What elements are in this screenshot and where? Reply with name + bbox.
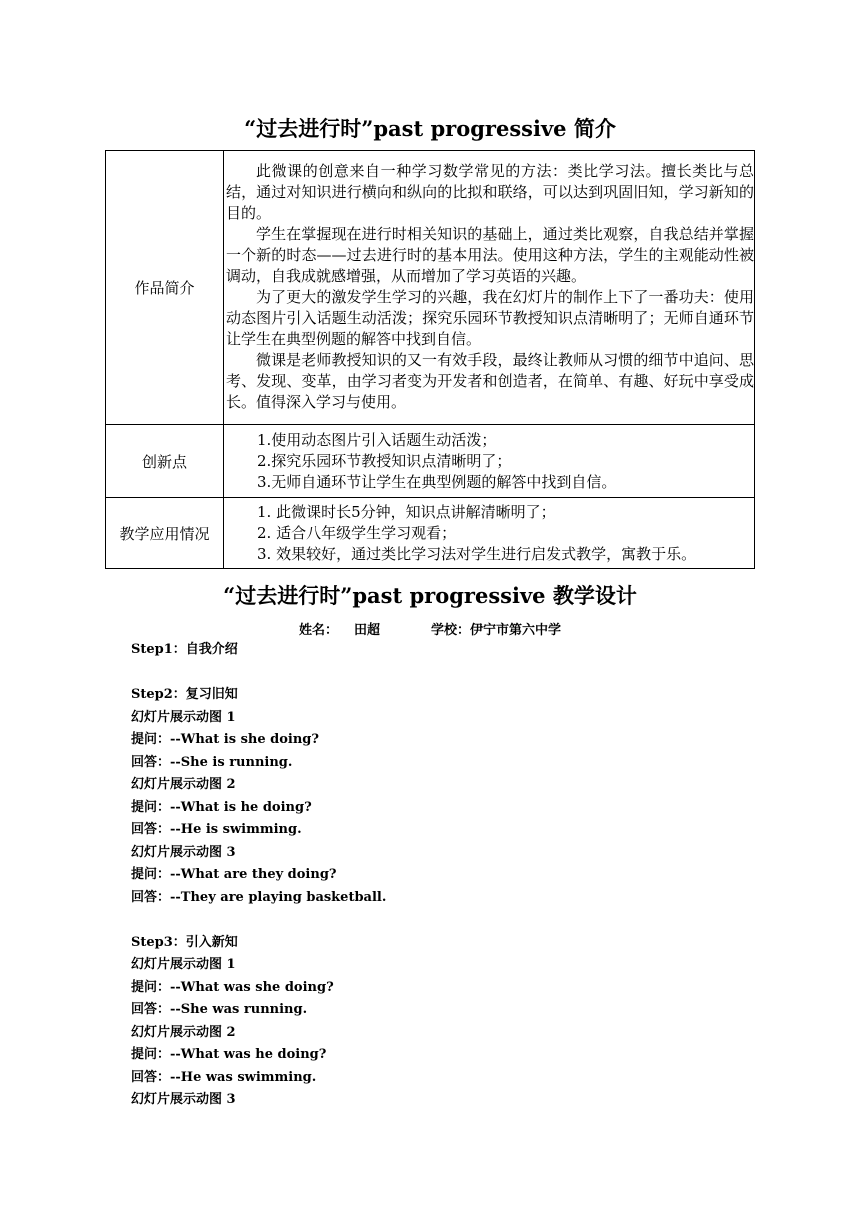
lesson-line: 提问：--What was he doing? (131, 1047, 327, 1062)
table-row (106, 425, 755, 498)
paragraph: 微课是老师教授知识的又一有效手段，最终让教师从习惯的细节中追问、思考、发现、变革，由学习者变为开发者和创造者，在简单、有趣、好玩中享受成长。值得深入学习与使用。 (226, 351, 754, 411)
author-name: 田超 (353, 623, 380, 638)
lesson-line: 提问：--What are they doing? (131, 867, 337, 882)
list-item: 1. 此微课时长5分钟，知识点讲解清晰明了； (257, 502, 556, 521)
lesson-line: 幻灯片展示动图 2 (131, 777, 236, 792)
lesson-line: 幻灯片展示动图 2 (131, 1024, 236, 1040)
list-item: 1.使用动态图片引入话题生动活泼； (257, 430, 497, 449)
list-item: 2. 适合八年级学生学习观看； (257, 523, 457, 542)
lesson-line: 幻灯片展示动图 1 (131, 709, 236, 725)
row-label: 作品简介 (106, 151, 224, 425)
intro-table (105, 150, 755, 569)
row-content (224, 498, 755, 569)
name-label: 姓名： (298, 623, 338, 638)
lesson-line: Step1：自我介绍 (131, 642, 238, 657)
lesson-line: Step3：引入新知 (131, 934, 238, 950)
lesson-line: 回答：--She was running. (131, 1002, 308, 1017)
lesson-line: 提问：--What is she doing? (131, 732, 320, 747)
list-item: 3.无师自通环节让学生在典型例题的解答中找到自信。 (257, 472, 617, 491)
lesson-line: Step2：复习旧知 (131, 687, 238, 702)
lesson-line: 幻灯片展示动图 1 (131, 957, 236, 972)
table-row (106, 498, 755, 569)
lesson-line: 幻灯片展示动图 3 (131, 844, 236, 860)
lesson-plan (131, 639, 771, 1112)
lesson-line: 回答：--They are playing basketball. (131, 889, 387, 905)
list-item: 2.探究乐园环节教授知识点清晰明了； (257, 451, 512, 470)
row-label: 教学应用情况 (106, 498, 224, 569)
lesson-line: 幻灯片展示动图 3 (131, 1092, 236, 1107)
school-name: 伊宁市第六中学 (470, 623, 562, 638)
row-content (224, 425, 755, 498)
list-item: 3. 效果较好，通过类比学习法对学生进行启发式教学，寓教于乐。 (257, 544, 697, 563)
row-label: 创新点 (106, 425, 224, 498)
paragraph: 为了更大的激发学生学习的兴趣，我在幻灯片的制作上下了一番功夫：使用动态图片引入话题生动活泼；探究乐园环节教授知识点清晰明了；无师自通环节让学生在典型例题的解答中找到自信。 (226, 288, 754, 348)
document-title: “过去进行时”past progressive 简介 (244, 116, 616, 141)
lesson-line (131, 662, 771, 685)
lesson-line: 回答：--He is swimming. (131, 822, 302, 837)
lesson-line: 回答：--He was swimming. (131, 1069, 317, 1085)
row-content (224, 151, 755, 425)
paragraph: 此微课的创意来自一种学习数学常见的方法：类比学习法。擅长类比与总结，通过对知识进行横向和纵向的比拟和联络，可以达到巩固旧知，学习新知的目的。 (226, 162, 754, 222)
author-info (0, 619, 860, 638)
lesson-line: 提问：--What was she doing? (131, 979, 334, 995)
lesson-line: 回答：--She is running. (131, 754, 293, 770)
table-row (106, 151, 755, 425)
paragraph: 学生在掌握现在进行时相关知识的基础上，通过类比观察，自我总结并掌握一个新的时态——过去进行时的基本用法。使用这种方法，学生的主观能动性被调动，自我成就感增强，从而增加了学习英语的兴趣。 (226, 225, 754, 285)
school-label: 学校： (431, 623, 471, 638)
lesson-line: 提问：--What is he doing? (131, 799, 312, 815)
section-title: “过去进行时”past progressive 教学设计 (223, 583, 637, 608)
lesson-line (131, 909, 771, 932)
